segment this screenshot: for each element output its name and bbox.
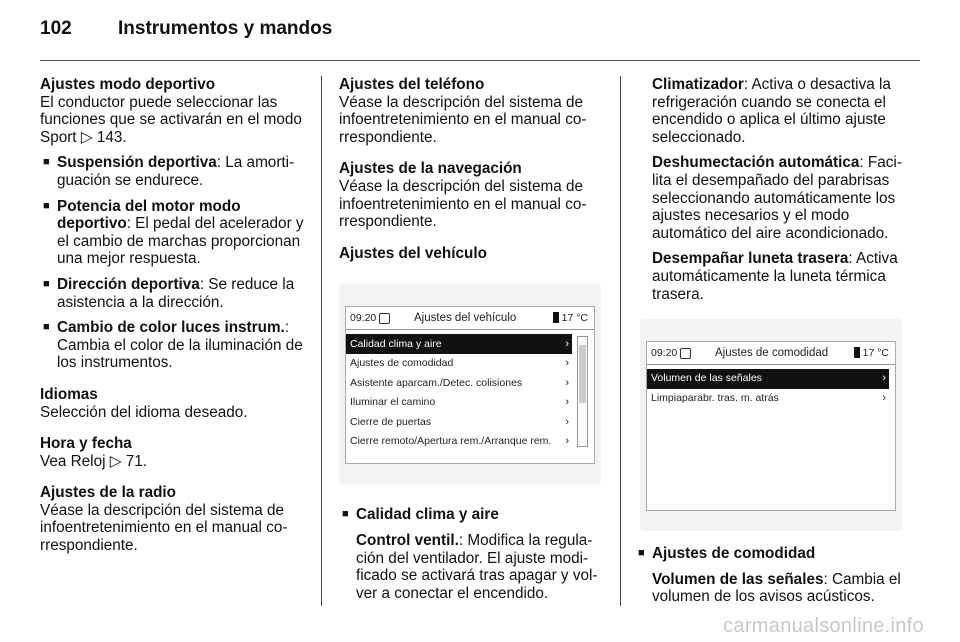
display-title: Ajustes del vehículo — [414, 311, 517, 324]
page-number: 102 — [40, 18, 72, 39]
column-divider-1 — [321, 76, 322, 606]
chevron-right-icon: › — [882, 372, 886, 385]
paragraph: Desempañar luneta trasera: Activa automáticamente la luneta térmica trasera. — [652, 250, 898, 303]
section-text: El conductor puede seleccionar las funciones que se activarán en el modo Sport ▷ 143. — [40, 93, 302, 146]
display-temperature: 17 °C — [553, 312, 588, 325]
display-status-bar — [647, 342, 895, 365]
list-item: ■ Potencia del motor modo deportivo: El pedal del acelerador y el cambio de marchas proporcionan una mejor respuesta. — [40, 198, 308, 268]
display-menu — [647, 365, 895, 408]
paragraph: Deshumectación automática: Facilita el desempañado del parabrisas seleccionando automáticamente los ajustes necesarios y el modo automático del aire acondicionado. — [652, 154, 902, 242]
display-screenshot-comfort — [640, 319, 902, 531]
section-time — [40, 435, 308, 470]
display-scrollbar — [577, 336, 588, 447]
display-status-bar — [346, 307, 594, 330]
list-item-detail: Volumen de las señales: Cambia el volumen de los avisos acústicos. — [652, 570, 901, 606]
section-heading: Hora y fecha — [40, 435, 132, 453]
section-text: Véase la descripción del sistema de infoentretenimiento en el manual correspondiente. — [339, 177, 587, 231]
column-2 — [339, 76, 601, 610]
thermometer-icon — [553, 312, 559, 323]
menu-item: Cierre remoto/Apertura rem./Arranque rem. › — [350, 435, 569, 448]
thermometer-icon — [854, 347, 860, 358]
chevron-right-icon: › — [565, 396, 569, 409]
chevron-right-icon: › — [565, 415, 569, 428]
section-sport — [40, 76, 308, 372]
menu-item: Iluminar el camino › — [350, 396, 569, 409]
section-heading: Ajustes del teléfono — [339, 76, 485, 93]
display-time: 09:20 — [350, 311, 377, 324]
menu-item: Volumen de las señales › — [647, 369, 889, 389]
menu-item: Calidad clima y aire › — [346, 334, 572, 354]
chevron-right-icon: › — [565, 376, 569, 389]
scrollbar-thumb — [579, 345, 586, 403]
clock-icon — [680, 348, 691, 359]
list-item: ■ Dirección deportiva: Se reduce la asistencia a la dirección. — [40, 276, 308, 311]
list-item: ■ Suspensión deportiva: La amortiguación se endurece. — [40, 154, 308, 189]
display-temperature: 17 °C — [854, 347, 889, 360]
column-divider-2 — [620, 76, 621, 606]
column-3 — [652, 76, 912, 614]
menu-item: Cierre de puertas › — [350, 415, 569, 428]
page-ref: 143. — [96, 128, 127, 146]
section-language — [40, 386, 308, 421]
page-ref: 71. — [125, 452, 148, 470]
menu-item: Limpiaparabr. tras. m. atrás › — [651, 391, 886, 404]
page-ref-icon: ▷ — [80, 128, 93, 146]
clock-icon — [379, 313, 390, 324]
display-menu — [346, 330, 594, 451]
section-phone — [339, 76, 601, 146]
page-title: Instrumentos y mandos — [118, 18, 333, 39]
section-text: Selección del idioma deseado. — [40, 403, 248, 421]
header-rule — [40, 60, 920, 61]
section-navigation — [339, 160, 601, 230]
list-item: ■ Cambio de color luces instrum.: Cambia el color de la iluminación de los instrumentos. — [40, 319, 308, 372]
section-text: Véase la descripción del sistema de infoentretenimiento en el manual correspondiente. — [40, 501, 288, 555]
chevron-right-icon: › — [565, 435, 569, 448]
menu-item: Ajustes de comodidad › — [350, 357, 569, 370]
section-radio — [40, 484, 308, 554]
chevron-right-icon: › — [882, 391, 886, 404]
section-heading: Ajustes de la radio — [40, 484, 177, 502]
chevron-right-icon: › — [565, 357, 569, 370]
display-time: 09:20 — [651, 346, 678, 359]
page-header — [40, 18, 332, 40]
section-heading: Idiomas — [40, 385, 98, 403]
section-heading: Ajustes de la navegación — [339, 160, 522, 178]
column-1 — [40, 76, 308, 569]
page-ref-icon: ▷ — [109, 452, 122, 470]
section-heading: Ajustes modo deportivo — [40, 76, 216, 93]
list-item: ■ Calidad clima y aire — [339, 506, 601, 524]
display-lcd — [345, 306, 595, 464]
watermark: carmanualsonline.info — [723, 615, 924, 637]
section-text: Vea Reloj ▷ 71. — [40, 452, 148, 470]
list-item: ■ Ajustes de comodidad — [635, 545, 912, 563]
list-item-detail: Control ventil.: Modifica la regulación del ventilador. El ajuste modificado se activará tras apagar y volver a conectar el encendido. — [356, 531, 598, 602]
display-screenshot-vehicle — [339, 284, 601, 484]
display-lcd — [646, 341, 896, 511]
section-heading: Ajustes del vehículo — [339, 244, 487, 262]
section-text: Véase la descripción del sistema de infoentretenimiento en el manual correspondiente. — [339, 93, 587, 146]
chevron-right-icon: › — [565, 337, 569, 350]
menu-item: Asistente aparcam./Detec. colisiones › — [350, 376, 569, 389]
paragraph: Climatizador: Activa o desactiva la refrigeración cuando se conecta el encendido o aplica el último ajuste seleccionado. — [652, 76, 891, 146]
display-title: Ajustes de comodidad — [715, 346, 829, 359]
